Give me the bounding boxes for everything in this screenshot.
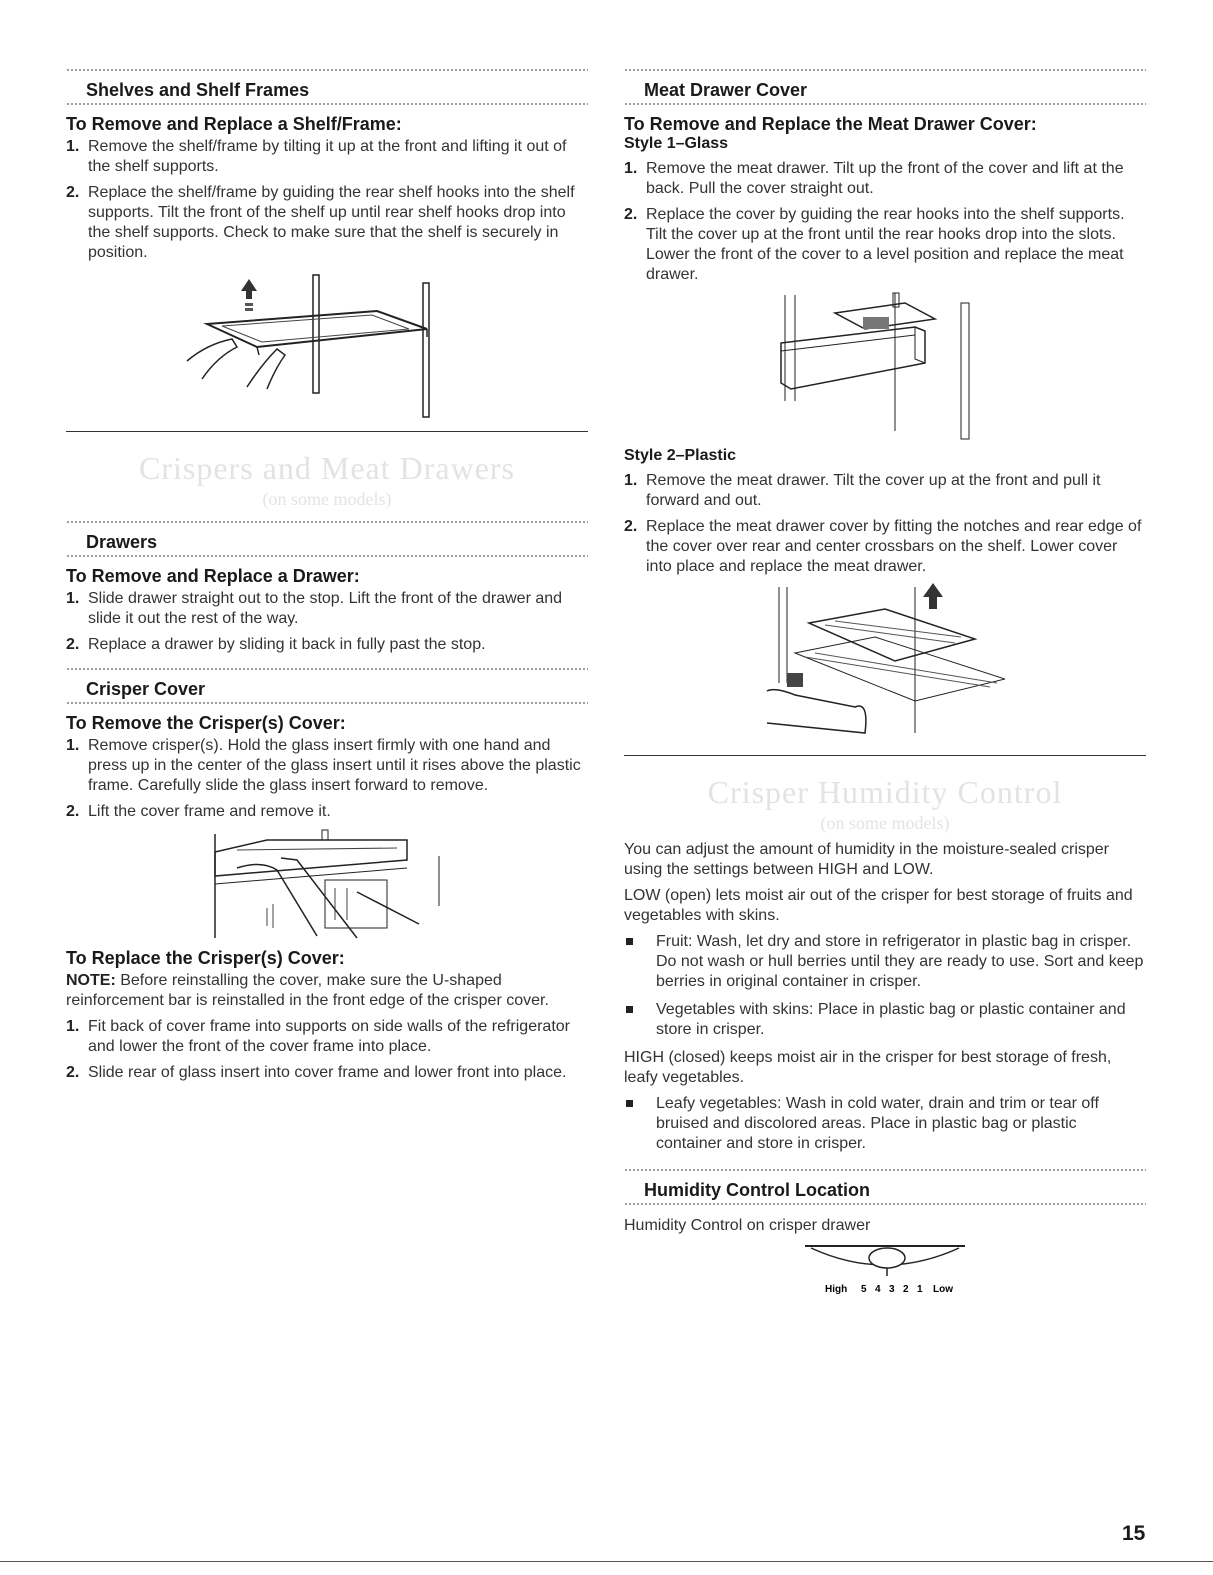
low-bullets — [624, 932, 1146, 1040]
humidity-dial-illustration — [775, 1242, 995, 1304]
heading-remove-drawer: To Remove and Replace a Drawer: — [66, 566, 360, 586]
section-title: Humidity Control Location — [644, 1180, 870, 1200]
section-band-humidity-location — [624, 1162, 1146, 1206]
dial-label-5: 5 — [861, 1284, 867, 1295]
replace-crisper-steps — [66, 1017, 588, 1083]
list-item: Vegetables with skins: Place in plastic bag or plastic container and store in crisper. — [624, 1000, 1146, 1040]
style-1-label: Style 1–Glass — [624, 135, 729, 152]
note: NOTE: Before reinstalling the cover, make sure the U-shaped reinforcement bar is reinstalled in the front edge of the crisper cover. — [66, 972, 549, 1009]
heading-remove-crisper-cover: To Remove the Crisper(s) Cover: — [66, 713, 346, 733]
list-item: 2. Replace the shelf/frame by guiding the rear shelf hooks into the shelf supports. Tilt the front of the shelf up until rear shelf hooks drop into the shelf supports. Check to make sure that the shelf is securely in position. — [66, 184, 575, 261]
section-title: Crisper Cover — [86, 679, 206, 699]
dial-label-2: 2 — [903, 1284, 909, 1295]
section-subheading: (on some models) — [820, 813, 950, 833]
dial-label-low: Low — [933, 1284, 953, 1295]
heading-remove-shelf: To Remove and Replace a Shelf/Frame: — [66, 114, 402, 134]
style-2-steps — [624, 471, 1146, 577]
section-title: Meat Drawer Cover — [644, 80, 808, 100]
list-item: 2. Lift the cover frame and remove it. — [66, 803, 331, 820]
list-item: Leafy vegetables: Wash in cold water, drain and trim or tear off bruised and discolored areas. Place in plastic bag or plastic container and store in crisper. — [624, 1094, 1146, 1154]
meat-drawer-plastic-illustration — [765, 583, 1005, 743]
list-item: 2. Replace the meat drawer cover by fitting the notches and rear edge of the cover over rear and center crossbars on the shelf. Lower cover into place and replace the meat drawer. — [624, 518, 1142, 575]
drawer-steps — [66, 589, 588, 655]
high-bullets — [624, 1094, 1146, 1154]
right-column — [624, 62, 1146, 1304]
humidity-para-3: HIGH (closed) keeps moist air in the crisper for best storage of fresh, leafy vegetables. — [624, 1049, 1112, 1086]
location-caption: Humidity Control on crisper drawer — [624, 1217, 871, 1234]
section-heading-humidity: Crisper Humidity Control — [707, 774, 1063, 810]
section-title: Drawers — [86, 532, 158, 552]
section-title: Shelves and Shelf Frames — [86, 80, 310, 100]
page-number: 15 — [1122, 1522, 1146, 1545]
humidity-para-2: LOW (open) lets moist air out of the crisper for best storage of fruits and vegetables with skins. — [624, 887, 1133, 924]
list-item: 1. Remove the shelf/frame by tilting it up at the front and lifting it out of the shelf supports. — [66, 138, 567, 175]
left-column — [66, 62, 588, 1089]
list-item: 1. Remove crisper(s). Hold the glass insert firmly with one hand and press up in the center of the glass insert until it rises above the plastic frame. Carefully slide the glass insert forward to remove. — [66, 737, 581, 794]
list-item: 2. Slide rear of glass insert into cover frame and lower front into place. — [66, 1064, 567, 1081]
list-item: 2. Replace the cover by guiding the rear hooks into the shelf supports. Tilt the cover up at the front until the rear hooks drop into the slots. Lower the front of the cover to a level position and replace the meat drawer. — [624, 206, 1125, 283]
crisper-cover-illustration — [207, 828, 447, 940]
list-item: 1. Fit back of cover frame into supports on side walls of the refrigerator and lower the front of the cover frame into place. — [66, 1018, 570, 1055]
style-2-label: Style 2–Plastic — [624, 447, 737, 464]
dial-label-1: 1 — [917, 1284, 923, 1295]
dial-label-3: 3 — [889, 1284, 895, 1295]
crisper-cover-steps — [66, 736, 588, 822]
section-subheading: (on some models) — [262, 489, 392, 509]
list-item: 1. Remove the meat drawer. Tilt up the front of the cover and lift at the back. Pull the cover straight out. — [624, 160, 1124, 197]
humidity-para-1: You can adjust the amount of humidity in the moisture-sealed crisper using the settings between HIGH and LOW. — [624, 841, 1110, 878]
section-band-shelves — [66, 62, 588, 106]
heading-replace-crisper-cover: To Replace the Crisper(s) Cover: — [66, 948, 345, 968]
style-1-steps — [624, 159, 1146, 285]
section-band-crisper-cover — [66, 661, 588, 705]
section-band-meat-cover — [624, 62, 1146, 106]
shelf-steps — [66, 137, 588, 263]
heading-meat-cover: To Remove and Replace the Meat Drawer Cover: — [624, 114, 1037, 134]
list-item: Fruit: Wash, let dry and store in refrigerator in plastic bag in crisper. Do not wash or hull berries until they are ready to use. Sort and keep berries in original container in crisper. — [624, 932, 1146, 992]
dial-label-high: High — [825, 1284, 848, 1295]
bottom-rule — [0, 1561, 1213, 1562]
list-item: 1. Slide drawer straight out to the stop. Lift the front of the drawer and slide it out the rest of the way. — [66, 590, 563, 627]
shelf-illustration — [177, 269, 477, 419]
list-item: 2. Replace a drawer by sliding it back in fully past the stop. — [66, 636, 486, 653]
meat-drawer-glass-illustration — [775, 291, 995, 441]
list-item: 1. Remove the meat drawer. Tilt the cover up at the front and pull it forward and out. — [624, 472, 1101, 509]
section-band-drawers — [66, 514, 588, 558]
section-heading-crispers: Crispers and Meat Drawers — [139, 450, 515, 486]
dial-label-4: 4 — [875, 1284, 881, 1295]
